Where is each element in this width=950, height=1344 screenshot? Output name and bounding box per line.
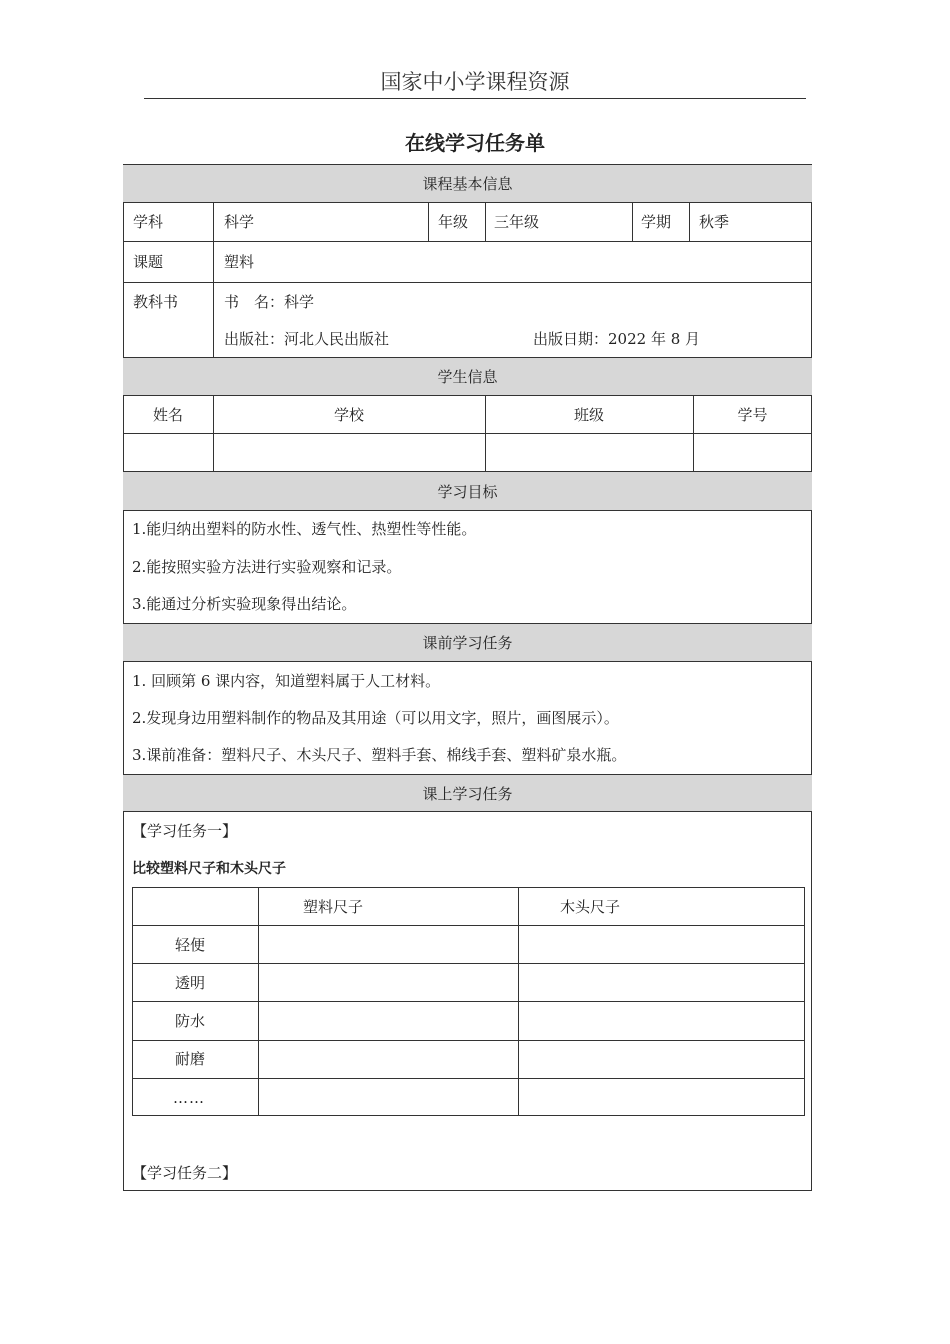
answer-cell[interactable]	[519, 926, 804, 963]
topic-label: 课题	[133, 253, 164, 271]
property-row-label: 耐磨	[175, 1050, 206, 1068]
objective-item: 3.能通过分析实验现象得出结论。	[132, 595, 357, 613]
subject-value: 科学	[224, 213, 255, 231]
answer-cell[interactable]	[519, 1002, 804, 1040]
pre-class-title: 课前学习任务	[422, 634, 513, 652]
publish-date: 出版日期：2022 年 8 月	[533, 330, 701, 348]
student-info-title: 学生信息	[437, 368, 498, 386]
pre-class-item: 3.课前准备：塑料尺子、木头尺子、塑料手套、棉线手套、塑料矿泉水瓶。	[132, 746, 627, 764]
subject-label: 学科	[133, 213, 164, 231]
objective-item: 2.能按照实验方法进行实验观察和记录。	[132, 558, 402, 576]
answer-cell[interactable]	[519, 1079, 804, 1115]
publisher: 出版社：河北人民出版社	[224, 330, 390, 348]
answer-cell[interactable]	[519, 1041, 804, 1078]
pre-class-header	[123, 623, 812, 662]
textbook-label: 教科书	[133, 293, 179, 311]
document-title: 在线学习任务单	[405, 131, 545, 155]
task-one-subtitle: 比较塑料尺子和木头尺子	[132, 861, 286, 877]
course-info-title: 课程基本信息	[422, 175, 513, 193]
answer-cell[interactable]	[259, 1079, 518, 1115]
topic-value: 塑料	[224, 253, 255, 271]
grade-value: 三年级	[494, 213, 540, 231]
answer-cell[interactable]	[259, 1041, 518, 1078]
school-field[interactable]	[214, 434, 485, 471]
answer-cell[interactable]	[519, 964, 804, 1001]
term-value: 秋季	[699, 213, 730, 231]
plastic-ruler-column-header: 塑料尺子	[303, 898, 364, 916]
page-header-title: 国家中小学课程资源	[380, 70, 570, 94]
answer-cell[interactable]	[259, 926, 518, 963]
answer-cell[interactable]	[259, 1002, 518, 1040]
row-divider	[123, 241, 812, 242]
name-field[interactable]	[124, 434, 213, 471]
property-row-label: 轻便	[175, 936, 206, 954]
student-id-column-header: 学号	[737, 406, 768, 424]
wooden-ruler-column-header: 木头尺子	[560, 898, 621, 916]
property-row-label: 防水	[175, 1012, 206, 1030]
in-class-header	[123, 774, 812, 812]
property-row-label: 透明	[175, 974, 206, 992]
task-one-heading: 【学习任务一】	[132, 822, 238, 840]
col-divider	[428, 203, 429, 241]
term-label: 学期	[641, 213, 672, 231]
objectives-title: 学习目标	[437, 482, 498, 501]
class-field[interactable]	[486, 434, 693, 471]
task-two-heading: 【学习任务二】	[132, 1164, 238, 1182]
book-name: 书 名：科学	[224, 293, 315, 311]
objectives-header	[123, 471, 812, 511]
objective-item: 1.能归纳出塑料的防水性、透气性、热塑性等性能。	[132, 520, 477, 538]
property-row-label: ……	[173, 1089, 205, 1107]
col-divider	[213, 203, 214, 357]
header-divider	[144, 98, 806, 99]
student-id-field[interactable]	[694, 434, 811, 471]
col-divider	[485, 203, 486, 241]
answer-cell[interactable]	[259, 964, 518, 1001]
course-info-header	[123, 164, 812, 203]
pre-class-item: 1. 回顾第 6 课内容，知道塑料属于人工材料。	[132, 672, 441, 690]
school-column-header: 学校	[333, 406, 364, 424]
class-column-header: 班级	[573, 406, 604, 424]
student-info-header	[123, 357, 812, 396]
name-column-header: 姓名	[152, 406, 183, 424]
col-divider	[632, 203, 633, 241]
row-divider	[123, 282, 812, 283]
col-divider	[689, 203, 690, 241]
in-class-title: 课上学习任务	[422, 784, 513, 803]
pre-class-item: 2.发现身边用塑料制作的物品及其用途（可以用文字，照片，画图展示）。	[132, 709, 619, 727]
grade-label: 年级	[438, 213, 469, 231]
